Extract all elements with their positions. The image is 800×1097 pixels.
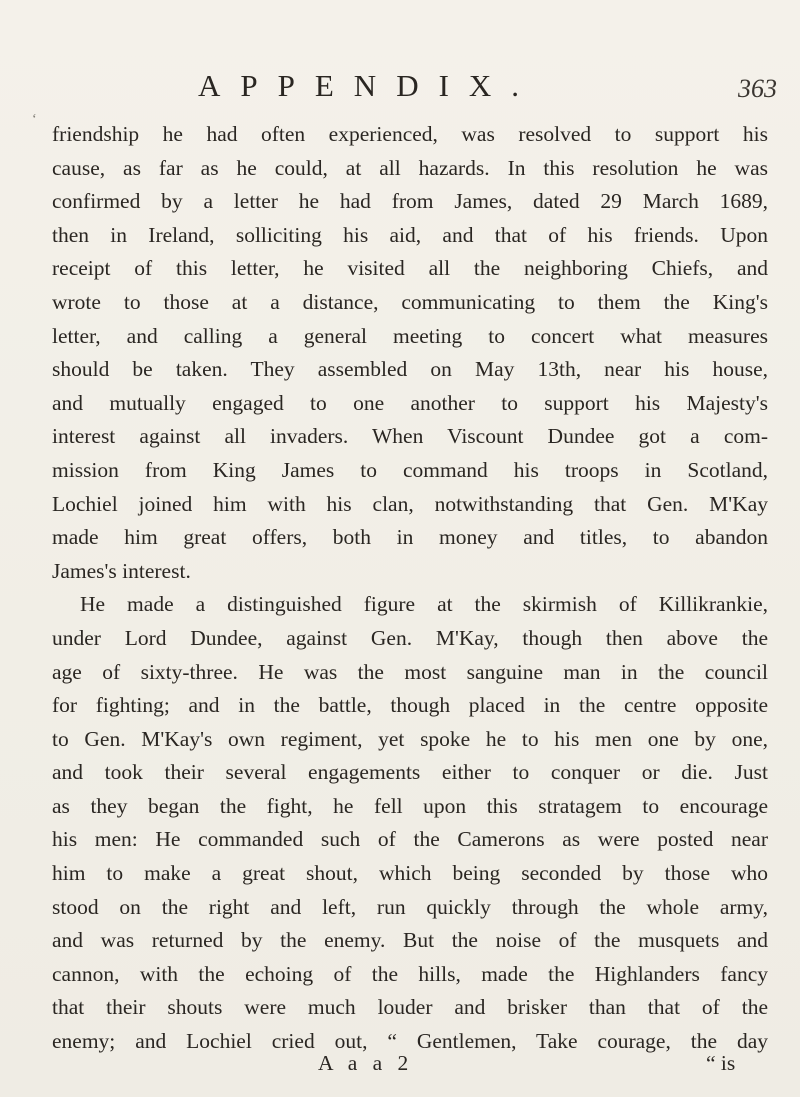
text-line: made him great offers, both in money and titles, to abandon [52, 525, 768, 550]
signature-mark: A a a 2 [318, 1051, 414, 1075]
text-line: receipt of this letter, he visited all the neighboring Chiefs, and [52, 256, 768, 281]
text-line: stood on the right and left, run quickly through the whole army, [52, 894, 768, 919]
text-line: his men: He commanded such of the Camerons as were posted near [52, 827, 768, 852]
page-number: 363 [738, 74, 777, 103]
text-line: interest against all invaders. When Viscount Dundee got a com- [52, 424, 768, 449]
text-line: mission from King James to command his troops in Scotland, [52, 457, 768, 482]
catchword: “ is [706, 1051, 736, 1075]
text-line: Lochiel joined him with his clan, notwithstanding that Gen. M'Kay [52, 491, 768, 516]
text-line: and mutually engaged to one another to support his Majesty's [52, 390, 768, 415]
page-footer [0, 1051, 800, 1085]
text-line: cause, as far as he could, at all hazards. In this resolution he was [52, 155, 768, 180]
text-line: wrote to those at a distance, communicating to them the King's [52, 289, 768, 314]
text-line: friendship he had often experienced, was resolved to support his [52, 122, 768, 146]
margin-mark: ‘ [32, 112, 37, 127]
text-line: should be taken. They assembled on May 13th, near his house, [52, 357, 768, 382]
text-line: as they began the fight, he fell upon this stratagem to encourage [52, 793, 768, 818]
text-line: for fighting; and in the battle, though placed in the centre opposite [52, 693, 768, 718]
text-line: letter, and calling a general meeting to concert what measures [52, 323, 768, 348]
text-line: and was returned by the enemy. But the noise of the musquets and [52, 928, 768, 953]
text-line: then in Ireland, solliciting his aid, and that of his friends. Upon [52, 222, 768, 247]
paragraph-start-line: He made a distinguished figure at the skirmish of Killikrankie, [80, 592, 768, 617]
text-line: confirmed by a letter he had from James, dated 29 March 1689, [52, 189, 768, 214]
running-head: APPENDIX. [198, 68, 540, 103]
body-text [52, 118, 768, 1059]
text-line: under Lord Dundee, against Gen. M'Kay, though then above the [52, 625, 768, 650]
text-line: to Gen. M'Kay's own regiment, yet spoke he to his men one by one, [52, 726, 768, 751]
text-line: that their shouts were much louder and brisker than that of the [52, 995, 768, 1020]
text-line: him to make a great shout, which being seconded by those who [52, 861, 768, 886]
text-line: cannon, with the echoing of the hills, made the Highlanders fancy [52, 961, 768, 986]
text-line: enemy; and Lochiel cried out, “ Gentlemen, Take courage, the day [52, 1029, 768, 1054]
text-line: age of sixty-three. He was the most sanguine man in the council [52, 659, 768, 684]
paragraph-end-line: James's interest. [52, 558, 191, 583]
text-line: and took their several engagements either to conquer or die. Just [52, 760, 768, 785]
